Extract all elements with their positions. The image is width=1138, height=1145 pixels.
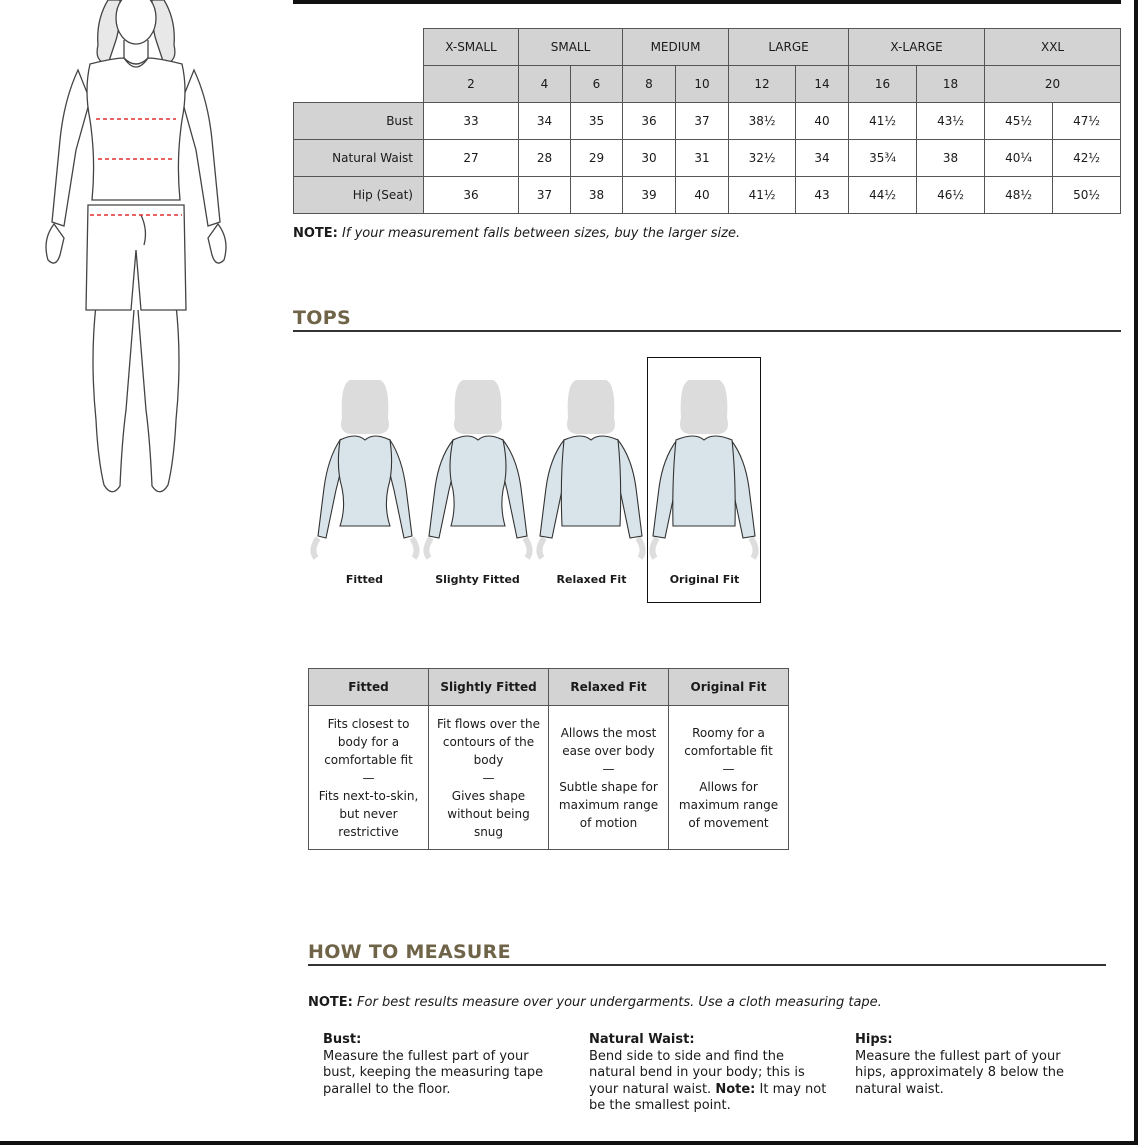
table-cell: 39 bbox=[623, 177, 676, 214]
size-number: 14 bbox=[796, 66, 849, 103]
fit-illustration-original bbox=[647, 368, 760, 598]
waist-note-text: It may not be the smallest point. bbox=[589, 1081, 827, 1113]
table-cell: 42½ bbox=[1053, 140, 1121, 177]
size-number: 4 bbox=[519, 66, 571, 103]
note-text: If your measurement falls between sizes, buy the larger size. bbox=[342, 226, 741, 241]
row-header: Natural Waist bbox=[294, 140, 424, 177]
section-rule bbox=[308, 964, 1106, 966]
top-rule bbox=[293, 0, 1121, 4]
fit-illustration-slightly-fitted bbox=[421, 368, 534, 598]
measurement-row bbox=[294, 177, 1121, 214]
table-cell: 27 bbox=[424, 140, 519, 177]
table-cell: 37 bbox=[519, 177, 571, 214]
size-number-row bbox=[294, 66, 1121, 103]
table-cell: 37 bbox=[676, 103, 729, 140]
bust-title: Bust: bbox=[323, 1032, 362, 1047]
size-number: 10 bbox=[676, 66, 729, 103]
table-cell: 43½ bbox=[917, 103, 985, 140]
original-fit-figure-icon bbox=[649, 378, 759, 568]
note-label: NOTE: bbox=[293, 226, 338, 241]
table-cell: 38 bbox=[571, 177, 623, 214]
fit-header: Slightly Fitted bbox=[429, 669, 549, 706]
fit-description-table bbox=[308, 668, 789, 850]
slightly-fitted-figure-icon bbox=[423, 378, 533, 568]
table-cell: 35 bbox=[571, 103, 623, 140]
waist-note-label: Note: bbox=[715, 1081, 756, 1097]
fit-description: Allows the most ease over body — Subtle shape for maximum range of motion bbox=[549, 706, 669, 850]
table-cell: 47½ bbox=[1053, 103, 1121, 140]
table-cell: 44½ bbox=[849, 177, 917, 214]
fit-label: Original Fit bbox=[669, 573, 740, 586]
size-group-header: X-LARGE bbox=[849, 29, 985, 66]
waist-instructions bbox=[589, 1032, 829, 1115]
fit-header: Fitted bbox=[309, 669, 429, 706]
table-cell: 40 bbox=[796, 103, 849, 140]
table-cell: 45½ bbox=[985, 103, 1053, 140]
fit-description: Fits closest to body for a comfortable fit — Fits next-to-skin, but never restrictive bbox=[309, 706, 429, 850]
table-cell: 30 bbox=[623, 140, 676, 177]
fit-illustration-fitted bbox=[308, 368, 421, 598]
size-number: 12 bbox=[729, 66, 796, 103]
fit-description-row bbox=[309, 706, 789, 850]
note-label: NOTE: bbox=[308, 995, 353, 1010]
fit-label: Fitted bbox=[345, 573, 384, 586]
fit-illustration-relaxed bbox=[534, 368, 647, 598]
body-measurement-figure bbox=[36, 0, 236, 500]
table-cell: 33 bbox=[424, 103, 519, 140]
relaxed-fit-figure-icon bbox=[536, 378, 646, 568]
frame-border bbox=[0, 1141, 1138, 1145]
fit-header: Original Fit bbox=[669, 669, 789, 706]
table-cell: 32½ bbox=[729, 140, 796, 177]
bust-text: Measure the fullest part of your bust, keeping the measuring tape parallel to the floor. bbox=[323, 1048, 544, 1097]
waist-text: Bend side to side and find the natural bend in your body; this is your natural waist. bbox=[589, 1048, 805, 1097]
fit-header: Relaxed Fit bbox=[549, 669, 669, 706]
size-number: 2 bbox=[424, 66, 519, 103]
hips-text: Measure the fullest part of your hips, approximately 8 below the natural waist. bbox=[855, 1048, 1065, 1097]
size-group-header: XXL bbox=[985, 29, 1121, 66]
size-group-header: LARGE bbox=[729, 29, 849, 66]
tops-heading: TOPS bbox=[293, 307, 351, 329]
table-cell: 46½ bbox=[917, 177, 985, 214]
row-header: Bust bbox=[294, 103, 424, 140]
size-note bbox=[293, 226, 740, 241]
size-number: 8 bbox=[623, 66, 676, 103]
size-chart-table bbox=[293, 28, 1121, 214]
table-cell: 29 bbox=[571, 140, 623, 177]
table-cell: 36 bbox=[424, 177, 519, 214]
fit-description: Roomy for a comfortable fit — Allows for maximum range of movement bbox=[669, 706, 789, 850]
size-group-header: SMALL bbox=[519, 29, 623, 66]
table-cell: 43 bbox=[796, 177, 849, 214]
table-cell: 36 bbox=[623, 103, 676, 140]
table-cell: 38½ bbox=[729, 103, 796, 140]
table-cell: 50½ bbox=[1053, 177, 1121, 214]
bust-instructions bbox=[323, 1032, 563, 1098]
fit-header-row bbox=[309, 669, 789, 706]
table-cell: 28 bbox=[519, 140, 571, 177]
table-cell: 38 bbox=[917, 140, 985, 177]
size-number: 18 bbox=[917, 66, 985, 103]
section-rule bbox=[293, 330, 1121, 332]
hips-title: Hips: bbox=[855, 1032, 893, 1047]
measure-note bbox=[308, 995, 882, 1010]
size-number: 6 bbox=[571, 66, 623, 103]
how-to-measure-heading: HOW TO MEASURE bbox=[308, 941, 511, 963]
table-cell: 41½ bbox=[729, 177, 796, 214]
table-cell: 48½ bbox=[985, 177, 1053, 214]
table-cell: 34 bbox=[796, 140, 849, 177]
table-cell: 34 bbox=[519, 103, 571, 140]
table-cell: 41½ bbox=[849, 103, 917, 140]
row-header: Hip (Seat) bbox=[294, 177, 424, 214]
note-text: For best results measure over your undergarments. Use a cloth measuring tape. bbox=[357, 995, 882, 1010]
fit-label: Slighty Fitted bbox=[435, 573, 520, 586]
fit-label: Relaxed Fit bbox=[556, 573, 627, 586]
frame-border bbox=[1134, 0, 1138, 1145]
measurement-row bbox=[294, 140, 1121, 177]
table-cell: 31 bbox=[676, 140, 729, 177]
size-group-row bbox=[294, 29, 1121, 66]
fitted-figure-icon bbox=[310, 378, 420, 568]
size-group-header: X-SMALL bbox=[424, 29, 519, 66]
hips-instructions bbox=[855, 1032, 1085, 1098]
waist-title: Natural Waist: bbox=[589, 1032, 695, 1047]
size-number: 16 bbox=[849, 66, 917, 103]
size-number: 20 bbox=[985, 66, 1121, 103]
size-group-header: MEDIUM bbox=[623, 29, 729, 66]
measurement-row bbox=[294, 103, 1121, 140]
table-cell: 40¼ bbox=[985, 140, 1053, 177]
fit-description: Fit flows over the contours of the body — Gives shape without being snug bbox=[429, 706, 549, 850]
table-cell: 40 bbox=[676, 177, 729, 214]
table-cell: 35¾ bbox=[849, 140, 917, 177]
